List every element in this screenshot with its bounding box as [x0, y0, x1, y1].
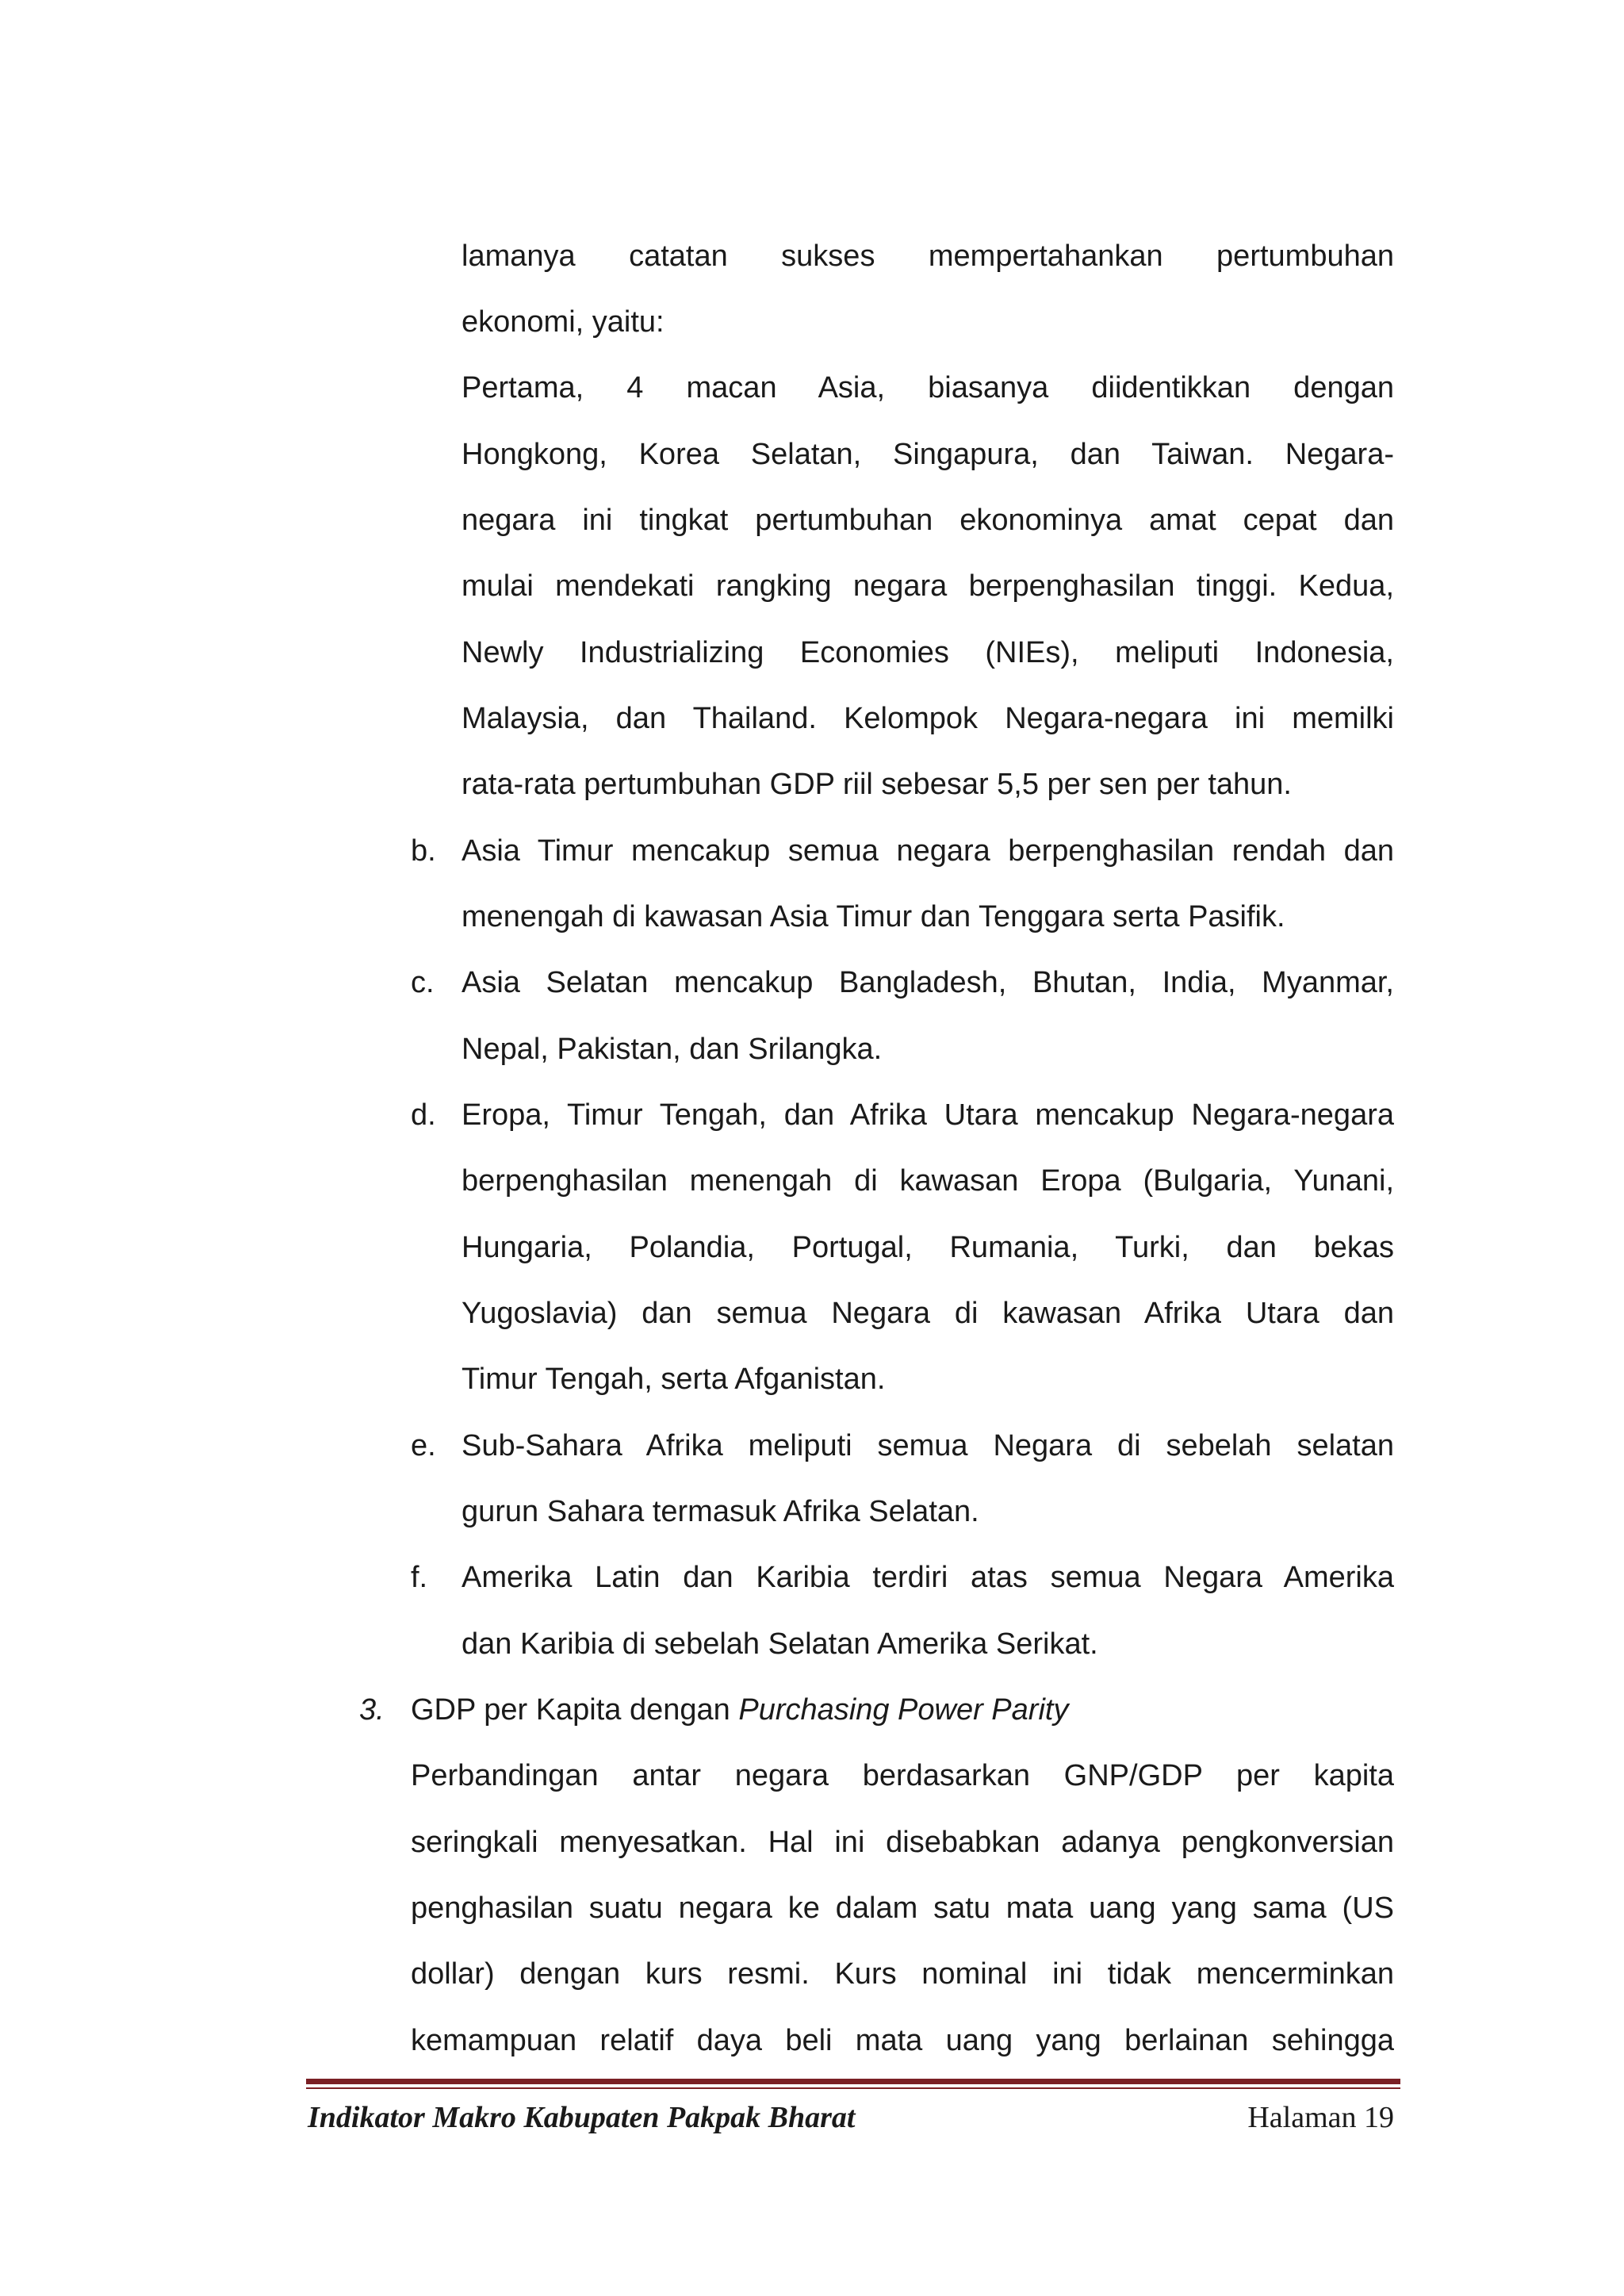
paragraph-line: lamanya catatan sukses mempertahankan pertumbuhan [462, 240, 1394, 273]
paragraph-line: Perbandingan antar negara berdasarkan GNP/GDP per kapita [411, 1759, 1394, 1792]
list-marker: f. [411, 1561, 428, 1594]
paragraph-line: rata-rata pertumbuhan GDP riil sebesar 5,5 per sen per tahun. [462, 768, 1292, 801]
list-item-line: Nepal, Pakistan, dan Srilangka. [462, 1033, 883, 1066]
paragraph-line: Newly Industrializing Economies (NIEs), meliputi Indonesia, [462, 636, 1394, 669]
paragraph-line: kemampuan relatif daya beli mata uang yang berlainan sehingga [411, 2024, 1394, 2057]
section-number: 3. [359, 1693, 385, 1727]
list-item-line: dan Karibia di sebelah Selatan Amerika Serikat. [462, 1627, 1098, 1661]
section-heading-italic: Purchasing Power Parity [738, 1693, 1069, 1727]
list-item-line: Yugoslavia) dan semua Negara di kawasan Afrika Utara dan [462, 1297, 1394, 1330]
paragraph-line: Malaysia, dan Thailand. Kelompok Negara-negara ini memilki [462, 702, 1394, 735]
paragraph-line: seringkali menyesatkan. Hal ini disebabkan adanya pengkonversian [411, 1826, 1394, 1859]
list-item-line: Asia Timur mencakup semua negara berpenghasilan rendah dan [462, 834, 1394, 868]
list-marker: d. [411, 1098, 436, 1132]
list-item-line: Eropa, Timur Tengah, dan Afrika Utara mencakup Negara-negara [462, 1098, 1394, 1132]
list-item-line: Sub-Sahara Afrika meliputi semua Negara di sebelah selatan [462, 1429, 1394, 1462]
section-heading [411, 1677, 1394, 1743]
footer-title: Indikator Makro Kabupaten Pakpak Bharat [308, 2101, 856, 2134]
list-item-line: Amerika Latin dan Karibia terdiri atas semua Negara Amerika [462, 1561, 1394, 1594]
paragraph-line: mulai mendekati rangking negara berpenghasilan tinggi. Kedua, [462, 569, 1394, 603]
paragraph-line: Hongkong, Korea Selatan, Singapura, dan Taiwan. Negara- [462, 438, 1394, 471]
page-number: Halaman 19 [1247, 2101, 1394, 2134]
paragraph-line: Pertama, 4 macan Asia, biasanya diidentikkan dengan [462, 371, 1394, 404]
paragraph-line: penghasilan suatu negara ke dalam satu mata uang yang sama (US [411, 1892, 1394, 1925]
paragraph-line: negara ini tingkat pertumbuhan ekonominya amat cepat dan [462, 504, 1394, 537]
list-marker: e. [411, 1429, 436, 1462]
list-item-line: berpenghasilan menengah di kawasan Eropa (Bulgaria, Yunani, [462, 1164, 1394, 1198]
paragraph-line: ekonomi, yaitu: [462, 305, 665, 339]
list-marker: c. [411, 966, 435, 999]
footer-rule-thick [306, 2079, 1400, 2084]
list-item-line: Asia Selatan mencakup Bangladesh, Bhutan, India, Myanmar, [462, 966, 1394, 999]
list-item-line: gurun Sahara termasuk Afrika Selatan. [462, 1495, 979, 1528]
footer-rule-thin [306, 2087, 1400, 2089]
list-item-line: menengah di kawasan Asia Timur dan Tenggara serta Pasifik. [462, 900, 1285, 933]
section-heading-text: GDP per Kapita dengan [411, 1693, 739, 1727]
list-item-line: Hungaria, Polandia, Portugal, Rumania, Turki, dan bekas [462, 1231, 1394, 1264]
paragraph-line: dollar) dengan kurs resmi. Kurs nominal ini tidak mencerminkan [411, 1957, 1394, 1991]
list-item-line: Timur Tengah, serta Afganistan. [462, 1363, 886, 1396]
list-marker: b. [411, 834, 436, 868]
